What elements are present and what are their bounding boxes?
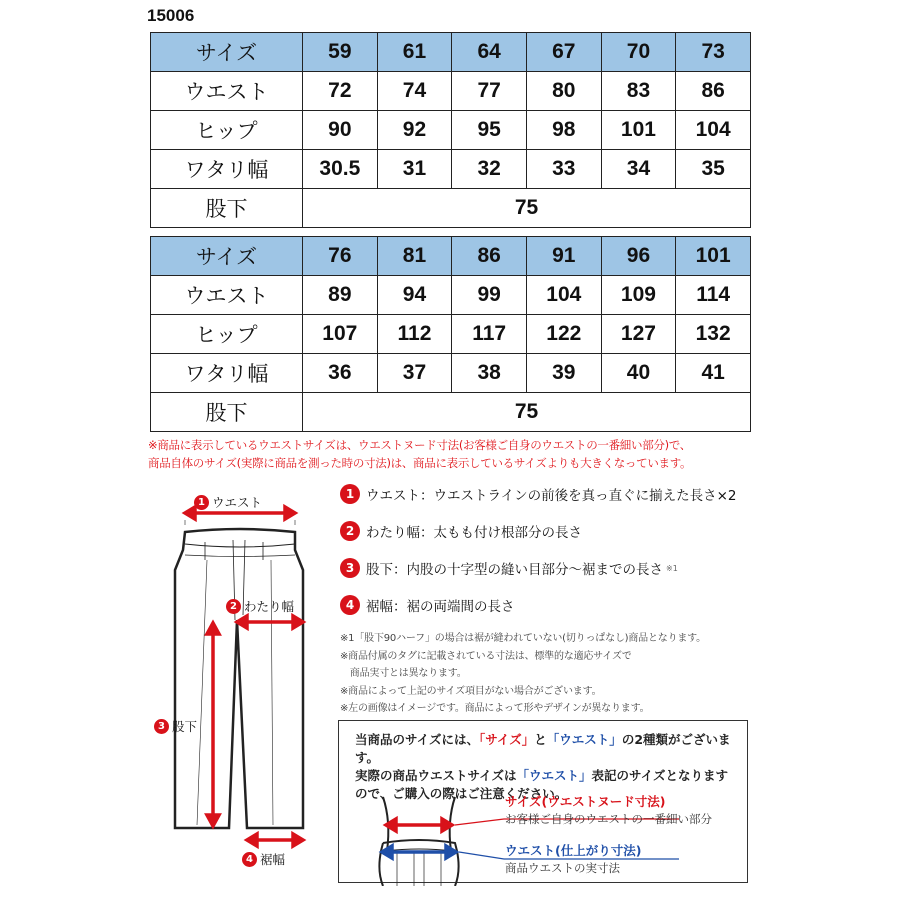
number-3-icon: 3 xyxy=(154,719,169,734)
table-cell: 30.5 xyxy=(303,150,378,189)
table-cell: 117 xyxy=(452,315,527,354)
table-cell: 95 xyxy=(452,111,527,150)
table-cell: 64 xyxy=(452,33,527,72)
footnotes: ※1「股下90ハーフ」の場合は裾が縫われていない(切りっぱなし)商品となります。 ※商品付属のタグに記載されている寸法は、標準的な適応サイズで 商品実寸とは異なります。 ※商品によって上記のサイズ項目がない場合がございます。 ※左の画像はイメージです。商品によって形やデザインが異なります。 xyxy=(340,633,706,714)
pants-diagram xyxy=(140,480,330,880)
table-row xyxy=(151,354,751,393)
table-cell: 109 xyxy=(601,276,676,315)
diagram-label-thigh: 2 わたり幅 xyxy=(226,597,294,615)
table-cell: 127 xyxy=(601,315,676,354)
table-row xyxy=(151,237,751,276)
table-cell: 89 xyxy=(303,276,378,315)
table-cell: 37 xyxy=(377,354,452,393)
size-nude-title: サイズ(ウエストヌード寸法) xyxy=(505,794,666,809)
table-cell: 99 xyxy=(452,276,527,315)
table-cell: 112 xyxy=(377,315,452,354)
table-cell: 122 xyxy=(526,315,601,354)
table-cell: 74 xyxy=(377,72,452,111)
table-cell: 61 xyxy=(377,33,452,72)
row-label: 股下 xyxy=(151,189,303,228)
table-cell: 81 xyxy=(377,237,452,276)
table-cell: 107 xyxy=(303,315,378,354)
table-cell: 104 xyxy=(676,111,751,150)
table-cell: 72 xyxy=(303,72,378,111)
table-cell: 90 xyxy=(303,111,378,150)
diagram-label-hem: 4 裾幅 xyxy=(242,850,285,868)
table-cell: 31 xyxy=(377,150,452,189)
row-label: ヒップ xyxy=(151,111,303,150)
diagram-label-waist: 1 ウエスト xyxy=(194,493,262,511)
table-cell: 86 xyxy=(452,237,527,276)
table-cell: 59 xyxy=(303,33,378,72)
table-row xyxy=(151,276,751,315)
number-2-icon: 2 xyxy=(340,521,360,541)
table-cell: 40 xyxy=(601,354,676,393)
table-row xyxy=(151,315,751,354)
table-row xyxy=(151,33,751,72)
row-label: ワタリ幅 xyxy=(151,150,303,189)
table-cell: 98 xyxy=(526,111,601,150)
legend-item: 4 裾幅：裾の両端間の長さ xyxy=(340,595,515,615)
number-3-icon: 3 xyxy=(340,558,360,578)
row-label: サイズ xyxy=(151,237,303,276)
table-cell: 96 xyxy=(601,237,676,276)
row-label: ワタリ幅 xyxy=(151,354,303,393)
legend-item: 3 股下：内股の十字型の縫い目部分～裾までの長さ ※1 xyxy=(340,558,678,578)
row-label: サイズ xyxy=(151,33,303,72)
table-cell: 132 xyxy=(676,315,751,354)
number-1-icon: 1 xyxy=(340,484,360,504)
diagram-label-inseam: 3 股下 xyxy=(154,717,197,735)
table-cell: 36 xyxy=(303,354,378,393)
table-cell: 73 xyxy=(676,33,751,72)
table-cell: 80 xyxy=(526,72,601,111)
table-cell: 114 xyxy=(676,276,751,315)
table-cell: 67 xyxy=(526,33,601,72)
table-cell: 86 xyxy=(676,72,751,111)
table-cell: 92 xyxy=(377,111,452,150)
finished-waist-title: ウエスト(仕上がり寸法) xyxy=(505,843,642,858)
table-row xyxy=(151,189,751,228)
table-row xyxy=(151,393,751,432)
table-cell: 32 xyxy=(452,150,527,189)
row-label: ウエスト xyxy=(151,72,303,111)
size-explanation-box: 当商品のサイズには、「サイズ」と「ウエスト」の2種類がございます。 実際の商品ウエストサイズは「ウエスト」表記のサイズとなります ので、ご購入の際はご注意ください。 サイズ(ウエストヌード寸法) お客様ご自身のウエストの一番細い部分 ウエスト(仕上がり寸法) 商品ウエストの実寸法 xyxy=(338,720,748,883)
table-cell: 34 xyxy=(601,150,676,189)
table-row xyxy=(151,111,751,150)
table-row xyxy=(151,72,751,111)
legend-item: 2 わたり幅：太もも付け根部分の長さ xyxy=(340,521,582,541)
table-cell: 91 xyxy=(526,237,601,276)
table-cell: 70 xyxy=(601,33,676,72)
inseam-value: 75 xyxy=(303,393,751,432)
row-label: ヒップ xyxy=(151,315,303,354)
product-code: 15006 xyxy=(147,6,195,25)
row-label: 股下 xyxy=(151,393,303,432)
row-label: ウエスト xyxy=(151,276,303,315)
table-cell: 104 xyxy=(526,276,601,315)
table-row xyxy=(151,150,751,189)
number-2-icon: 2 xyxy=(226,599,241,614)
table-cell: 94 xyxy=(377,276,452,315)
waist-notice: ※商品に表示しているウエストサイズは、ウエストヌード寸法(お客様ご自身のウエストの一番細い部分)で、 商品自体のサイズ(実際に商品を測った時の寸法)は、商品に表示しているサイズよりも大きくなっています。 xyxy=(148,438,692,470)
legend-item: 1 ウエスト：ウエストラインの前後を真っ直ぐに揃えた長さ×2 xyxy=(340,484,737,504)
number-1-icon: 1 xyxy=(194,495,209,510)
size-table-2 xyxy=(150,236,751,432)
table-cell: 101 xyxy=(676,237,751,276)
number-4-icon: 4 xyxy=(242,852,257,867)
table-cell: 33 xyxy=(526,150,601,189)
inseam-value: 75 xyxy=(303,189,751,228)
size-table-1 xyxy=(150,32,751,228)
table-cell: 35 xyxy=(676,150,751,189)
table-cell: 101 xyxy=(601,111,676,150)
number-4-icon: 4 xyxy=(340,595,360,615)
table-cell: 83 xyxy=(601,72,676,111)
table-cell: 38 xyxy=(452,354,527,393)
table-cell: 41 xyxy=(676,354,751,393)
table-cell: 39 xyxy=(526,354,601,393)
table-cell: 76 xyxy=(303,237,378,276)
table-cell: 77 xyxy=(452,72,527,111)
